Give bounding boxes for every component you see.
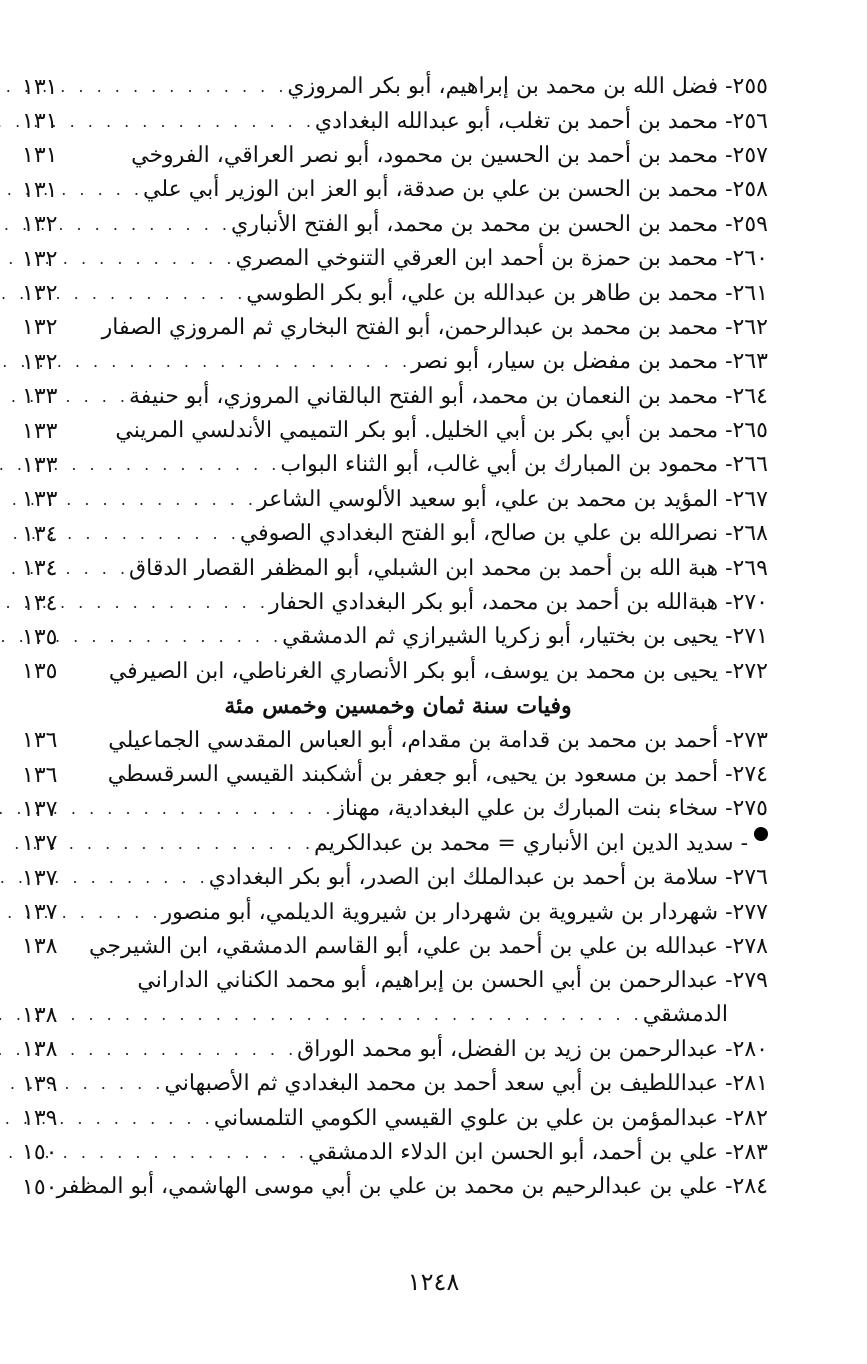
index-entry <box>22 208 768 242</box>
entry-page: ١٣٣ <box>22 418 58 444</box>
index-entry <box>22 448 768 482</box>
entry-text: ٢٨٢- عبدالمؤمن بن علي بن علوي القيسي الكومي التلمساني <box>213 1105 768 1131</box>
entry-page: ١٣٩ <box>22 1106 58 1132</box>
entry-page: ١٣٣ <box>22 452 58 478</box>
index-entry <box>22 551 768 585</box>
index-entry <box>22 655 768 689</box>
entry-text: ٢٧٨- عبدالله بن علي بن أحمد بن علي، أبو القاسم الدمشقي، ابن الشيرجي <box>89 933 768 959</box>
index-entry <box>22 104 768 138</box>
cross-reference-entry <box>22 827 768 861</box>
entry-text-continuation: الدمشقي <box>642 1002 728 1028</box>
entry-text: ٢٧٣- أحمد بن محمد بن قدامة بن مقدام، أبو العباس المقدسي الجماعيلي <box>108 727 768 753</box>
entry-page: ١٣٥ <box>22 659 58 685</box>
entry-text: ٢٦٧- المؤيد بن محمد بن علي، أبو سعيد الألوسي الشاعر <box>257 486 768 512</box>
entry-text: ٢٧٩- عبدالرحمن بن أبي الحسن بن إبراهيم، أبو محمد الكناني الداراني <box>137 968 768 994</box>
index-entry <box>22 311 768 345</box>
entry-text: ٢٥٩- محمد بن الحسن بن محمد بن محمد، أبو الفتح الأنباري <box>230 211 768 237</box>
entry-page: ١٣٦ <box>22 728 58 754</box>
entry-page: ١٣١ <box>22 109 58 135</box>
index-entry <box>22 345 768 379</box>
entry-text: ٢٦٥- محمد بن أبي بكر بن أبي الخليل. أبو بكر التميمي الأندلسي المريني <box>115 418 768 444</box>
entry-text: ٢٨٣- علي بن أحمد، أبو الحسن ابن الدلاء الدمشقي <box>308 1139 768 1165</box>
index-entry <box>22 242 768 276</box>
entry-text: ٢٦٨- نصرالله بن علي بن صالح، أبو الفتح البغدادي الصوفي <box>239 521 768 547</box>
index-entry <box>22 792 768 826</box>
entry-text: ٢٦٢- محمد بن محمد بن عبدالرحمن، أبو الفتح البخاري ثم المروزي الصفار <box>101 314 768 340</box>
entry-page: ١٣٨ <box>22 1002 58 1028</box>
entry-page: ١٣٧ <box>22 831 58 857</box>
index-entry <box>22 483 768 517</box>
entry-page: ١٣٢ <box>22 212 58 238</box>
entry-text: ٢٧٧- شهردار بن شيروية بن شهردار بن شيروية الديلمي، أبو منصور <box>161 899 768 925</box>
entry-text: - سديد الدين ابن الأنباري = محمد بن عبدالكريم <box>314 830 748 856</box>
index-entry-wrapped <box>22 964 768 1032</box>
entry-text: ٢٨١- عبداللطيف بن أبي سعد أحمد بن محمد البغدادي ثم الأصبهاني <box>164 1071 768 1097</box>
entry-page: ١٣٧ <box>22 865 58 891</box>
section-heading: وفيات سنة ثمان وخمسين وخمس مئة <box>224 693 572 720</box>
index-entry <box>22 70 768 104</box>
entry-text: ٢٨٠- عبدالرحمن بن زيد بن الفضل، أبو محمد الوراق <box>297 1036 768 1062</box>
index-list <box>22 70 768 1205</box>
index-entry <box>22 517 768 551</box>
entry-page: ١٣٩ <box>22 1071 58 1097</box>
index-entry <box>22 1067 768 1101</box>
entry-page: ١٣٤ <box>22 556 58 582</box>
index-entry <box>22 1170 768 1204</box>
entry-page: ١٣١ <box>22 143 58 169</box>
entry-text: ٢٦١- محمد بن طاهر بن عبدالله بن علي، أبو بكر الطوسي <box>246 280 768 306</box>
entry-text: ٢٧٢- يحيى بن محمد بن يوسف، أبو بكر الأنصاري الغرناطي، ابن الصيرفي <box>108 658 768 684</box>
entry-page: ١٣٣ <box>22 384 58 410</box>
page-number: ١٢٤٨ <box>407 1268 460 1296</box>
entry-text: ٢٥٦- محمد بن أحمد بن تغلب، أبو عبدالله البغدادي <box>314 108 768 134</box>
entry-page: ١٣٢ <box>22 349 58 375</box>
entry-page: ١٣٣ <box>22 487 58 513</box>
entry-text: ٢٦٦- محمود بن المبارك بن أبي غالب، أبو الثناء البواب <box>280 452 768 478</box>
entry-text: ٢٦٠- محمد بن حمزة بن أحمد ابن العرقي التنوخي المصري <box>235 246 768 272</box>
index-entry <box>22 758 768 792</box>
entry-page: ١٣٤ <box>22 590 58 616</box>
index-entry <box>22 1033 768 1067</box>
entry-text: ٢٥٧- محمد بن أحمد بن الحسين بن محمود، أبو نصر العراقي، الفروخي <box>131 142 768 168</box>
entry-page: ١٣٧ <box>22 796 58 822</box>
entry-text: ٢٧٥- سخاء بنت المبارك بن علي البغدادية، مهناز <box>334 796 768 822</box>
entry-page: ١٣٨ <box>22 1037 58 1063</box>
entry-page: ١٣٢ <box>22 246 58 272</box>
index-entry <box>22 586 768 620</box>
entry-text: ٢٦٩- هبة الله بن أحمد بن محمد ابن الشبلي، أبو المظفر القصار الدقاق <box>129 555 768 581</box>
index-entry <box>22 620 768 654</box>
entry-page: ١٣٨ <box>22 934 58 960</box>
index-entry <box>22 861 768 895</box>
entry-text: ٢٧٤- أحمد بن مسعود بن يحيى، أبو جعفر بن أشكبند القيسي السرقسطي <box>107 762 768 787</box>
entry-page: ١٣١ <box>22 177 58 203</box>
entry-page: ١٥٠ <box>22 1174 58 1200</box>
entry-text: ٢٧٠- هبةالله بن أحمد بن محمد، أبو بكر البغدادي الحفار <box>268 590 768 616</box>
index-entry <box>22 380 768 414</box>
index-entry <box>22 930 768 964</box>
entry-page: ١٣٢ <box>22 315 58 341</box>
index-entry <box>22 1136 768 1170</box>
index-entry <box>22 895 768 929</box>
bullet-icon <box>754 827 768 841</box>
entry-text: ٢٧٦- سلامة بن أحمد بن عبدالملك ابن الصدر، أبو بكر البغدادي <box>208 865 768 891</box>
entry-text: ٢٧١- يحيى بن بختيار، أبو زكريا الشيرازي ثم الدمشقي <box>282 624 768 650</box>
entry-page: ١٣١ <box>22 74 58 100</box>
index-entry <box>22 723 768 757</box>
entry-page: ١٥٠ <box>22 1140 58 1166</box>
entry-text: ٢٨٤- علي بن عبدالرحيم بن محمد بن علي بن أبي موسى الهاشمي، أبو المظفر <box>56 1174 768 1200</box>
index-entry <box>22 139 768 173</box>
entry-text: ٢٥٨- محمد بن الحسن بن علي بن صدقة، أبو العز ابن الوزير أبي علي <box>143 177 768 203</box>
entry-text: ٢٦٣- محمد بن مفضل بن سيار، أبو نصر <box>411 349 768 375</box>
index-entry <box>22 414 768 448</box>
index-entry <box>22 1101 768 1135</box>
entry-page: ١٣٤ <box>22 521 58 547</box>
entry-page: ١٣٧ <box>22 900 58 926</box>
index-entry <box>22 173 768 207</box>
index-entry <box>22 276 768 310</box>
entry-text: ٢٦٤- محمد بن النعمان بن محمد، أبو الفتح البالقاني المروزي، أبو حنيفة <box>129 383 768 409</box>
entry-text: ٢٥٥- فضل الله بن محمد بن إبراهيم، أبو بكر المروزي <box>287 74 768 100</box>
entry-page: ١٣٦ <box>22 762 58 788</box>
entry-page: ١٣٥ <box>22 624 58 650</box>
dot-leader <box>0 998 643 1032</box>
entry-page: ١٣٢ <box>22 281 58 307</box>
